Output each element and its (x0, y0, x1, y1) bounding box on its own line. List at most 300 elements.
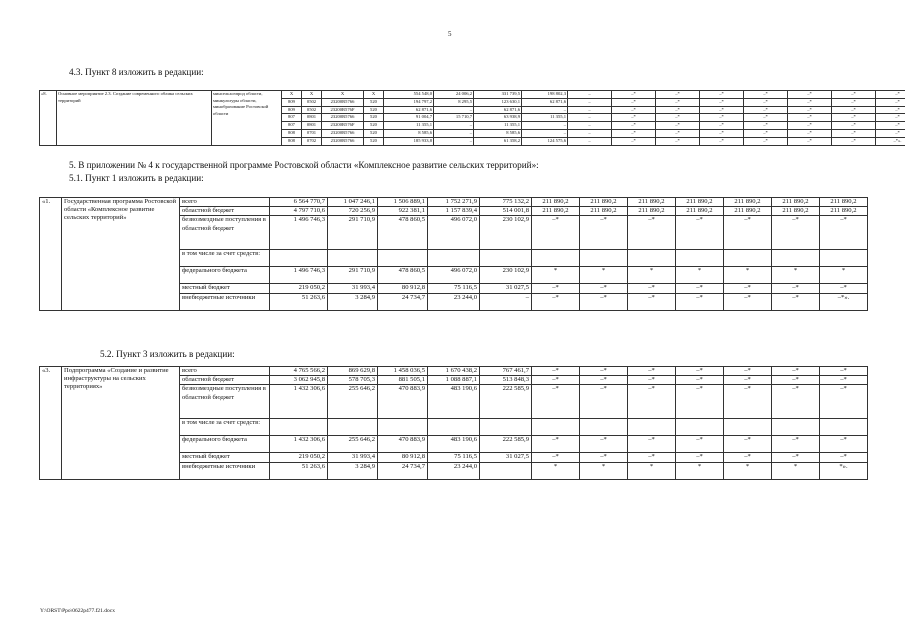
table-cell: –* (612, 91, 656, 99)
table-cell: 478 860,5 (378, 216, 428, 250)
table-cell: 554 548,0 (384, 91, 434, 99)
table-cell: 211 890,2 (676, 198, 724, 207)
table-cell: 123 630,1 (474, 98, 522, 106)
table-cell: –* (772, 284, 820, 293)
table-cell: 291 710,9 (328, 267, 378, 284)
table-cell: * (532, 267, 580, 284)
table-cell: – (568, 114, 612, 122)
table-cell: 51 263,6 (270, 293, 328, 310)
program-name: Подпрограмма «Создание и развитие инфраструктуры на сельских территориях» (62, 367, 180, 480)
table-cell: 520 (364, 137, 384, 145)
table-cell: –* (820, 385, 868, 419)
table-cell: 478 860,5 (378, 267, 428, 284)
table-cell: 291 710,9 (328, 216, 378, 250)
table-cell: – (434, 129, 474, 137)
funding-source-label: в том числе за счет средств: (180, 250, 270, 267)
table-cell: 514 001,8 (480, 207, 532, 216)
table-cell: 23200R576F (322, 106, 364, 114)
table-cell: 0701 (302, 129, 322, 137)
table-cell: –* (788, 91, 832, 99)
table-cell: 222 585,9 (480, 385, 532, 419)
table-cell: 331 739,5 (474, 91, 522, 99)
table-cell: – (434, 106, 474, 114)
table-cell: – (568, 91, 612, 99)
table-cell: 483 190,6 (428, 385, 480, 419)
table-cell: –* (772, 385, 820, 419)
funding-source-label: внебюджетные источники (180, 462, 270, 479)
measure-executor: минсельхозпрод области, минкультуры области, минобразование Ростовской области (212, 91, 282, 146)
table-cell: 775 132,2 (480, 198, 532, 207)
table-cell: 513 848,3 (480, 376, 532, 385)
table-cell: 0502 (302, 106, 322, 114)
table-cell: – (568, 106, 612, 114)
funding-source-label: местный бюджет (180, 284, 270, 293)
table-cell: –* (656, 129, 700, 137)
table-cell: – (568, 137, 612, 145)
table-cell: 211 890,2 (772, 207, 820, 216)
table-cell: * (628, 267, 676, 284)
table-cell: –* (788, 129, 832, 137)
table-cell: –* (532, 216, 580, 250)
table-cell: 211 890,2 (580, 198, 628, 207)
table-cell: 807 (282, 122, 302, 130)
table-cell: 496 072,0 (428, 216, 480, 250)
table-cell: 23200R5766 (322, 98, 364, 106)
table-cell: –* (628, 385, 676, 419)
table-row (40, 91, 905, 99)
table-cell: 520 (364, 114, 384, 122)
table-cell: 720 256,9 (328, 207, 378, 216)
table-cell: 1 088 887,1 (428, 376, 480, 385)
table-cell: –* (656, 122, 700, 130)
table-cell: –* (772, 293, 820, 310)
table-cell (724, 419, 772, 436)
table-cell: –* (832, 106, 876, 114)
table-cell (378, 419, 428, 436)
table-cell: –* (612, 106, 656, 114)
table-cell: –* (612, 98, 656, 106)
table-cell: –* (820, 453, 868, 462)
table-cell: 24 734,7 (378, 462, 428, 479)
funding-source-label: федерального бюджета (180, 267, 270, 284)
table-cell: –* (700, 122, 744, 130)
funding-source-label: всего (180, 367, 270, 376)
table-cell: 23200R576F (322, 122, 364, 130)
table-cell: –* (612, 137, 656, 145)
table-cell: –* (772, 216, 820, 250)
table-cell: * (724, 267, 772, 284)
table-measure-2-3 (39, 90, 905, 146)
table-cell: –*». (820, 293, 868, 310)
table-cell: –* (876, 91, 905, 99)
table-cell: 3 284,9 (328, 293, 378, 310)
table-cell: 23200R5766 (322, 114, 364, 122)
table-cell: –* (832, 91, 876, 99)
table-cell: 23200R5766 (322, 129, 364, 137)
table-cell: 255 646,2 (328, 436, 378, 453)
table-cell: 211 890,2 (676, 207, 724, 216)
table-cell: –* (656, 91, 700, 99)
table-cell: – (434, 122, 474, 130)
table-cell: –* (656, 114, 700, 122)
table-cell: 11 355,1 (474, 122, 522, 130)
table-cell: –* (788, 137, 832, 145)
table-cell: * (820, 267, 868, 284)
table-cell: 31 993,4 (328, 453, 378, 462)
table-cell: 8 295,5 (434, 98, 474, 106)
table-cell: X (322, 91, 364, 99)
table-cell (480, 419, 532, 436)
table-cell (270, 419, 328, 436)
table-cell: –* (656, 106, 700, 114)
table-cell: * (580, 267, 628, 284)
table-cell: 211 890,2 (772, 198, 820, 207)
table-cell: –* (744, 122, 788, 130)
table-cell: –* (744, 106, 788, 114)
table-cell: –* (628, 376, 676, 385)
table-cell: * (772, 462, 820, 479)
table-cell: –* (724, 367, 772, 376)
table-cell: –* (788, 98, 832, 106)
funding-source-label: всего (180, 198, 270, 207)
table-cell: 185 933,8 (384, 137, 434, 145)
table-cell (820, 419, 868, 436)
table-cell: 24 006,2 (434, 91, 474, 99)
table-cell: 520 (364, 129, 384, 137)
table-cell (772, 250, 820, 267)
funding-source-label: местный бюджет (180, 453, 270, 462)
table-cell: 1 752 271,9 (428, 198, 480, 207)
table-cell: 0702 (302, 137, 322, 145)
table-subprogram-point-3 (39, 366, 868, 480)
table-cell: * (628, 462, 676, 479)
table-cell: –* (876, 106, 905, 114)
table-cell: –* (580, 436, 628, 453)
table-cell: – (568, 129, 612, 137)
table-cell: * (676, 462, 724, 479)
table-cell: * (676, 267, 724, 284)
table-cell: –* (676, 436, 724, 453)
table-cell (428, 419, 480, 436)
table-cell: –* (612, 114, 656, 122)
table-cell: 0801 (302, 122, 322, 130)
table-cell: –* (788, 106, 832, 114)
table-cell: 6 564 770,7 (270, 198, 328, 207)
table-cell: –* (724, 293, 772, 310)
table-cell: –* (700, 106, 744, 114)
table-cell: 211 890,2 (532, 198, 580, 207)
table-cell: –* (676, 216, 724, 250)
table-program-point-1 (39, 197, 868, 311)
table-cell: –* (676, 367, 724, 376)
table-cell: –* (820, 367, 868, 376)
table-cell: –* (832, 137, 876, 145)
table-cell: * (580, 462, 628, 479)
table-cell: 1 047 246,1 (328, 198, 378, 207)
table-cell: 808 (282, 129, 302, 137)
table-cell: 24 734,7 (378, 293, 428, 310)
table-cell: –* (820, 284, 868, 293)
table-cell: –* (772, 436, 820, 453)
table-cell: 80 912,8 (378, 453, 428, 462)
table-cell: 520 (364, 122, 384, 130)
table-cell: –* (724, 453, 772, 462)
table-cell: –* (656, 137, 700, 145)
table-cell: 881 505,1 (378, 376, 428, 385)
table-cell (428, 250, 480, 267)
table-cell: 194 797,2 (384, 98, 434, 106)
table-cell: –* (532, 367, 580, 376)
table-cell: 11 355,1 (522, 114, 568, 122)
table-cell: 483 190,6 (428, 436, 480, 453)
table-cell: 219 050,2 (270, 453, 328, 462)
table-cell (628, 250, 676, 267)
row-number: «3. (40, 367, 62, 480)
table-cell: 3 062 945,8 (270, 376, 328, 385)
table-row (40, 198, 868, 207)
table-cell: 31 993,4 (328, 284, 378, 293)
table-cell: –* (532, 293, 580, 310)
table-cell: 75 116,5 (428, 453, 480, 462)
table-cell: –* (700, 137, 744, 145)
table-cell: –* (772, 453, 820, 462)
table-cell: –* (788, 114, 832, 122)
table-cell: 1 496 746,3 (270, 267, 328, 284)
table-cell: 8 585,6 (474, 129, 522, 137)
table-cell: * (532, 462, 580, 479)
measure-name: Основное мероприятие 2.3. Создание современного облика сельских территорий (57, 91, 212, 146)
table-cell: 211 890,2 (532, 207, 580, 216)
table-cell: 3 284,9 (328, 462, 378, 479)
table-cell: –* (580, 293, 628, 310)
table-cell: 211 890,2 (724, 198, 772, 207)
table-cell: –* (580, 376, 628, 385)
table-cell: * (772, 267, 820, 284)
table-cell (532, 419, 580, 436)
table-cell: 219 050,2 (270, 284, 328, 293)
table-cell: –* (532, 385, 580, 419)
table-cell: 0502 (302, 98, 322, 106)
table-cell: –* (820, 376, 868, 385)
table-cell: –* (628, 293, 676, 310)
table-cell: 211 890,2 (820, 207, 868, 216)
funding-source-label: в том числе за счет средств: (180, 419, 270, 436)
table-cell: 520 (364, 106, 384, 114)
table-cell: –* (628, 367, 676, 376)
heading-5: 5. В приложении № 4 к государственной программе Ростовской области «Комплексное развитие сельских территорий»: (69, 160, 539, 170)
table-cell (580, 250, 628, 267)
table-cell: 807 (282, 114, 302, 122)
table-cell: 31 027,5 (480, 284, 532, 293)
table-cell: 61 358,2 (474, 137, 522, 145)
table-cell: –* (676, 284, 724, 293)
table-cell: 62 871,6 (474, 106, 522, 114)
table-cell: 230 102,9 (480, 216, 532, 250)
table-cell: –* (820, 216, 868, 250)
table-cell: –* (532, 453, 580, 462)
table-cell: 91 004,7 (384, 114, 434, 122)
table-cell: –* (724, 216, 772, 250)
table-cell: 75 116,5 (428, 284, 480, 293)
table-cell: –* (724, 376, 772, 385)
table-cell: 11 355,1 (384, 122, 434, 130)
table-cell: –* (700, 98, 744, 106)
table-cell: –* (724, 284, 772, 293)
table-cell (270, 250, 328, 267)
table-cell: 198 802,3 (522, 91, 568, 99)
table-cell: 211 890,2 (724, 207, 772, 216)
table-cell: 62 871,6 (384, 106, 434, 114)
table-cell: 23 244,0 (428, 293, 480, 310)
funding-source-label: безвозмездные поступления в областной бюджет (180, 385, 270, 419)
table-cell: –* (580, 385, 628, 419)
table-cell: –* (628, 284, 676, 293)
table-cell: –* (788, 122, 832, 130)
table-cell: 31 027,5 (480, 453, 532, 462)
table-cell: 222 585,9 (480, 436, 532, 453)
table-cell: –* (876, 129, 905, 137)
table-cell: –* (676, 385, 724, 419)
table-cell: –* (612, 129, 656, 137)
table-cell (580, 419, 628, 436)
table-cell (820, 250, 868, 267)
table-cell: 211 890,2 (628, 207, 676, 216)
table-cell: – (480, 293, 532, 310)
table-cell: –* (532, 436, 580, 453)
table-cell: –* (612, 122, 656, 130)
heading-5-1: 5.1. Пункт 1 изложить в редакции: (69, 173, 204, 183)
funding-source-label: федерального бюджета (180, 436, 270, 453)
table-cell: 520 (364, 98, 384, 106)
table-cell: X (364, 91, 384, 99)
table-cell: –* (772, 367, 820, 376)
table-cell: 1 432 306,6 (270, 385, 328, 419)
table-cell (480, 250, 532, 267)
measure-number: «8. (40, 91, 57, 146)
table-cell (772, 419, 820, 436)
table-cell: –* (832, 98, 876, 106)
table-cell: –* (676, 453, 724, 462)
table-cell: 51 263,6 (270, 462, 328, 479)
table-cell: –* (700, 114, 744, 122)
table-cell: –* (628, 216, 676, 250)
table-cell: –* (744, 91, 788, 99)
table-cell (628, 419, 676, 436)
table-cell: –* (832, 129, 876, 137)
table-cell: –* (744, 114, 788, 122)
table-cell: *». (820, 462, 868, 479)
table-cell: 1 432 306,6 (270, 436, 328, 453)
table-cell (724, 250, 772, 267)
table-cell: 124 575,6 (522, 137, 568, 145)
program-name: Государственная программа Ростовской области «Комплексное развитие сельских территорий» (62, 198, 180, 311)
table-cell (328, 419, 378, 436)
table-cell: –* (676, 293, 724, 310)
table-cell: –* (700, 129, 744, 137)
page-number: 5 (448, 30, 452, 38)
table-cell: –* (744, 129, 788, 137)
table-cell: 1 458 036,5 (378, 367, 428, 376)
table-cell: –*». (876, 137, 905, 145)
table-cell: –* (832, 114, 876, 122)
table-cell: X (302, 91, 322, 99)
table-cell (676, 250, 724, 267)
table-cell: 4 797 710,6 (270, 207, 328, 216)
table-cell: 869 629,8 (328, 367, 378, 376)
table-cell: –* (724, 385, 772, 419)
table-cell: 15 710,7 (434, 114, 474, 122)
table-cell: –* (580, 367, 628, 376)
table-cell: * (724, 462, 772, 479)
table-cell: 63 938,9 (474, 114, 522, 122)
table-cell: 23200R5766 (322, 137, 364, 145)
table-cell: 809 (282, 98, 302, 106)
table-cell: –* (580, 453, 628, 462)
table-cell: 767 461,7 (480, 367, 532, 376)
table-cell (480, 462, 532, 479)
table-cell: –* (820, 436, 868, 453)
table-cell (328, 250, 378, 267)
table-cell: 1 157 839,4 (428, 207, 480, 216)
table-cell: –* (832, 122, 876, 130)
table-cell: X (282, 91, 302, 99)
funding-source-label: внебюджетные источники (180, 293, 270, 310)
table-cell: –* (580, 216, 628, 250)
table-cell: –* (656, 98, 700, 106)
table-cell: –* (532, 284, 580, 293)
table-cell (378, 250, 428, 267)
funding-source-label: безвозмездные поступления в областной бюджет (180, 216, 270, 250)
table-cell: 578 705,3 (328, 376, 378, 385)
table-row (40, 367, 868, 376)
table-cell: 470 883,9 (378, 436, 428, 453)
table-cell: – (434, 137, 474, 145)
table-cell: –* (676, 376, 724, 385)
table-cell: –* (628, 436, 676, 453)
table-cell: –* (700, 91, 744, 99)
table-cell: –* (772, 376, 820, 385)
table-cell: 470 883,9 (378, 385, 428, 419)
table-cell: 211 890,2 (820, 198, 868, 207)
table-cell: 23 244,0 (428, 462, 480, 479)
table-cell: –* (628, 453, 676, 462)
heading-4-3: 4.3. Пункт 8 изложить в редакции: (69, 67, 204, 77)
table-cell: –* (532, 376, 580, 385)
funding-source-label: областной бюджет (180, 376, 270, 385)
table-cell: 255 646,2 (328, 385, 378, 419)
table-cell: 496 072,0 (428, 267, 480, 284)
table-cell: 922 381,1 (378, 207, 428, 216)
file-path-footer: Y:\ORST\Ppo\0622p477.f21.docx (40, 608, 115, 614)
table-cell: 211 890,2 (580, 207, 628, 216)
table-cell: –* (744, 137, 788, 145)
table-cell: 211 890,2 (628, 198, 676, 207)
table-cell: 8 585,6 (384, 129, 434, 137)
table-cell: –* (876, 98, 905, 106)
table-cell: – (522, 122, 568, 130)
table-cell: – (568, 98, 612, 106)
funding-source-label: областной бюджет (180, 207, 270, 216)
table-cell: –* (724, 436, 772, 453)
table-cell: 1 670 438,2 (428, 367, 480, 376)
table-cell: –* (744, 98, 788, 106)
table-cell: 808 (282, 137, 302, 145)
table-cell: –* (580, 284, 628, 293)
table-cell: 4 765 566,2 (270, 367, 328, 376)
table-cell: – (568, 122, 612, 130)
table-cell: 230 102,9 (480, 267, 532, 284)
table-cell (532, 250, 580, 267)
